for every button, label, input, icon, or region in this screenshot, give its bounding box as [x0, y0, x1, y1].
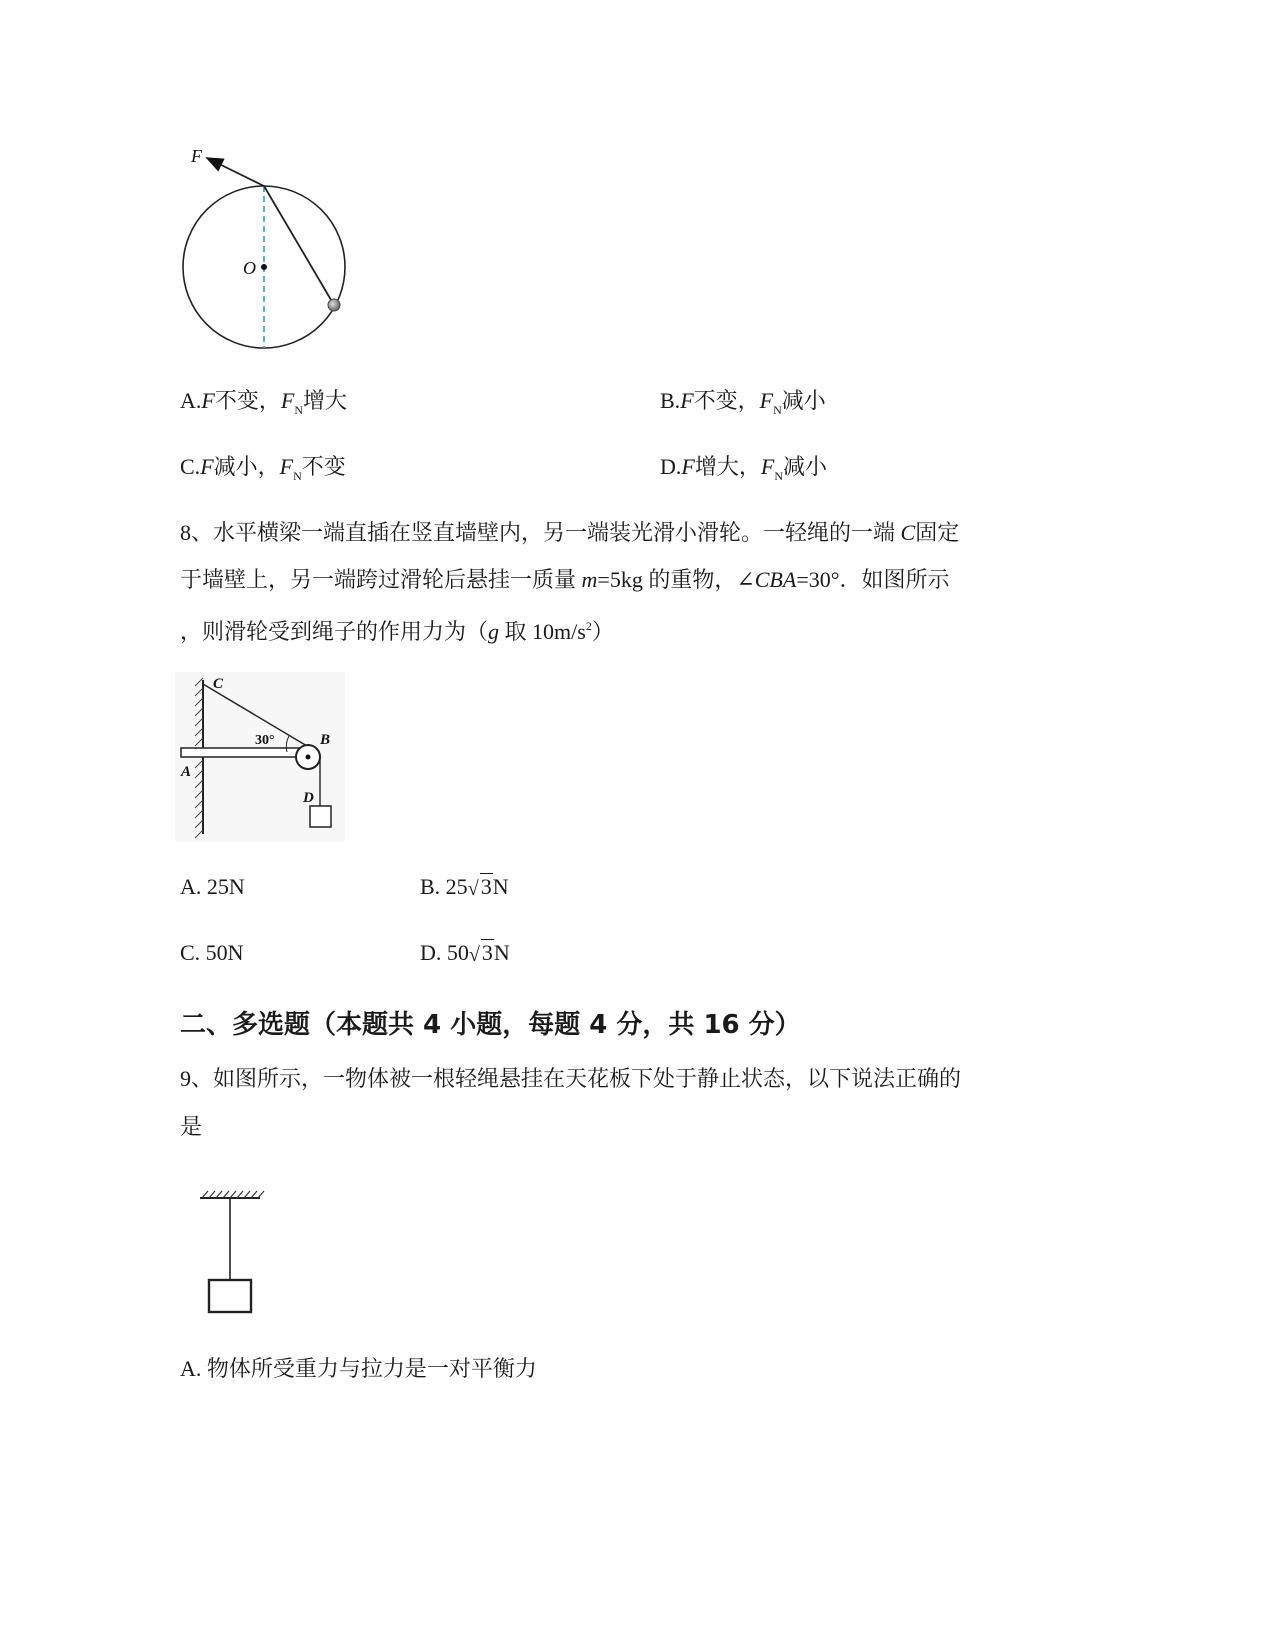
label-F: F [191, 146, 202, 166]
q9-stem-line-1: 9、如图所示，一物体被一根轻绳悬挂在天花板下处于静止状态，以下说法正确的 [180, 1066, 962, 1091]
ceiling-hatching [202, 1191, 264, 1198]
section-heading-multiple-choice: 二、多选题（本题共 4 小题，每题 4 分，共 16 分） [180, 1010, 801, 1040]
rope-line [264, 186, 334, 305]
sqrt-symbol: √ 3 [467, 874, 492, 900]
label-B: B [320, 732, 331, 748]
label-D: D [303, 790, 314, 806]
angle-label: 30° [255, 733, 275, 748]
q8-option-a[interactable]: A. 25N [180, 874, 245, 899]
q7-option-d[interactable]: D.F增大，$F_N$减小 [660, 454, 827, 483]
q8-stem-line-1: 8、水平横梁一端直插在竖直墙壁内，另一端装光滑小滑轮。一轻绳的一端 C固定 [180, 520, 960, 545]
label-O: O [243, 258, 256, 278]
q7-option-a[interactable]: A.F不变，$F_N$增大 [180, 388, 347, 417]
q8-stem-line-2: 于墙壁上，另一端跨过滑轮后悬挂一质量 m=5kg 的重物，∠CBA=30°．如图所示 [180, 567, 950, 592]
q9-stem-line-2: 是 [180, 1114, 203, 1139]
q8-pulley-figure [175, 672, 345, 842]
q9-hanging-block-figure [180, 1182, 290, 1322]
q7-option-b[interactable]: B.F不变，$F_N$减小 [660, 388, 826, 417]
label-C: C [213, 676, 224, 692]
q7-option-c[interactable]: C.F减小，$F_N$不变 [180, 454, 346, 483]
weight-block [310, 806, 331, 827]
q9-option-a[interactable]: A. 物体所受重力与拉力是一对平衡力 [180, 1356, 537, 1381]
label-A: A [181, 764, 192, 780]
force-arrow [207, 158, 264, 186]
beam [181, 748, 309, 757]
q8-option-d[interactable]: D. 50 √ 3N [420, 940, 510, 966]
center-dot [261, 264, 267, 270]
ball [328, 299, 340, 311]
q8-option-b[interactable]: B. 25 √ 3N [420, 874, 509, 900]
q8-stem-line-3: ，则滑轮受到绳子的作用力为（g 取 $10m/s^2$） [180, 619, 614, 644]
sqrt-symbol: √ 3 [468, 940, 493, 966]
hanging-block [209, 1280, 251, 1312]
q7-circle-figure [175, 140, 365, 360]
q8-option-c[interactable]: C. 50N [180, 940, 244, 965]
